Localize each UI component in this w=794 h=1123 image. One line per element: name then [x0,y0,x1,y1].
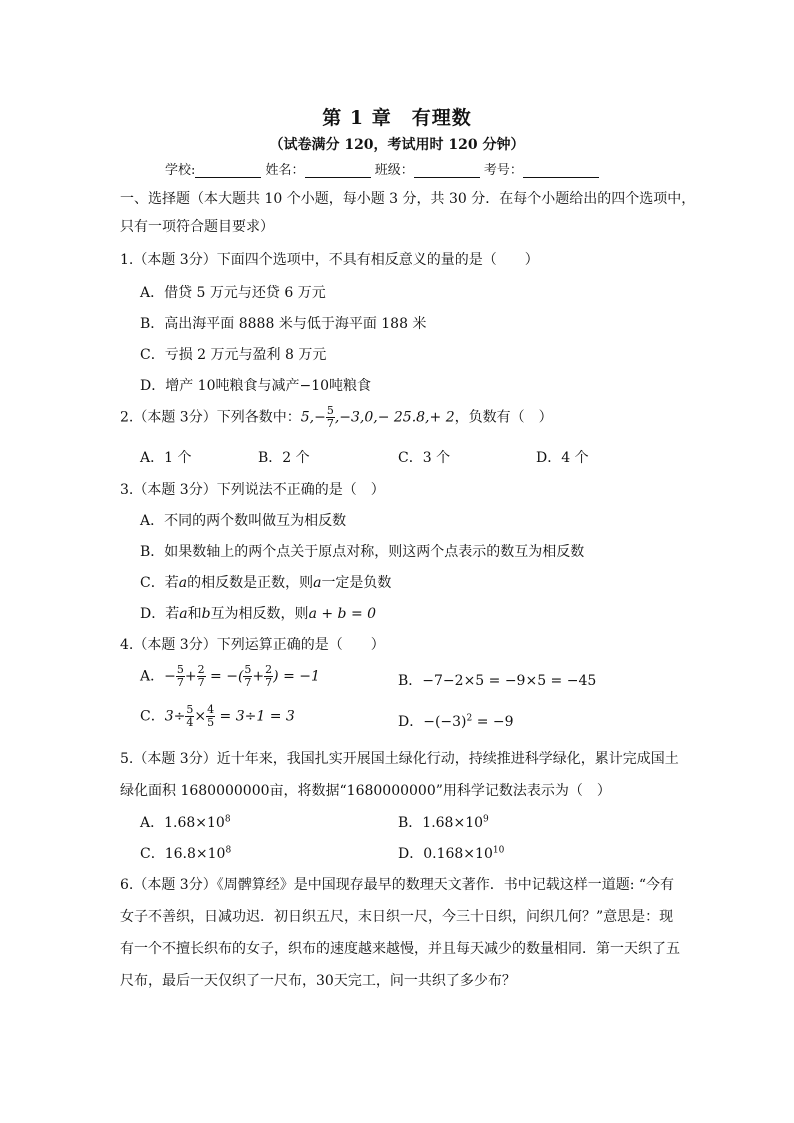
q4-c-label: C． [140,708,165,725]
q4-c-end: = 3÷1 = 3 [215,708,295,725]
q3-d-expr: a + b = 0 [308,606,377,622]
q4-c-f1d: 4 [186,716,194,729]
q2-option-c[interactable]: C．3 个 [398,450,451,466]
q4-a-eq: = −( [205,668,244,685]
q4-stem: 4.（本题 3分）下列运算正确的是（ ） [120,637,385,653]
q6-line1: 6.（本题 3分）《周髀算经》是中国现存最早的数理天文著作．书中记载这样一道题: “今有 [120,877,675,893]
q5-d-text: D．0.168×10 [398,846,493,862]
q2-frac-den: 7 [326,417,334,430]
q2-fraction [326,405,335,430]
q3-d-var: a [179,606,188,622]
q5-c-sup: 8 [225,845,232,856]
q4-a-f1n: 5 [176,663,184,676]
q2-frac-num: 5 [326,404,334,417]
q4-a-f1d: 7 [176,676,184,689]
q4-d-sup: 2 [466,713,473,724]
q2-option-d[interactable]: D．4 个 [536,450,589,466]
q4-a-plus2: + [252,668,265,685]
q5-line2: 绿化面积 1680000000亩，将数据“1680000000”用科学记数法表示为（ ） [120,783,611,799]
q5-option-c[interactable] [140,843,231,863]
q3-c-post: 一定是负数 [321,575,392,591]
q3-c-var: a [178,575,188,591]
q4-a-frac1 [176,664,185,689]
q1-option-b[interactable]: B．高出海平面 8888 米与低于海平面 188 米 [140,316,427,332]
q4-a-end: ) = −1 [273,668,320,685]
q5-option-a[interactable] [140,812,231,832]
q4-c-frac1 [185,704,194,729]
q4-option-c[interactable] [140,704,295,729]
class-blank[interactable] [414,163,480,178]
q4-a-neg: − [164,668,176,685]
q4-c-f2n: 4 [207,703,215,716]
q4-c-f1n: 5 [186,703,194,716]
q6-line4: 尺布，最后一天仅织了一尺布，30天完工，问一共织了多少布？ [120,973,516,989]
q3-c-mid: 的相反数是正数，则 [187,575,314,591]
section-heading-2: 只有一项符合题目要求） [120,219,274,235]
name-blank[interactable] [305,163,371,178]
q4-option-a[interactable] [140,664,320,689]
q5-a-text: A．1.68×10 [140,815,225,831]
q5-b-sup: 9 [483,814,489,825]
q4-option-d[interactable] [398,711,514,731]
exam-no-blank[interactable] [523,163,599,178]
student-info [165,159,599,178]
q4-a-frac4 [264,664,273,689]
q2-stem [120,405,553,430]
q1-stem: 1.（本题 3分）下面四个选项中，不具有相反意义的量的是（ ） [120,252,539,268]
q4-a-f4d: 7 [265,676,273,689]
q3-c-var2: a [313,575,322,591]
q5-c-text: C．16.8×10 [140,846,226,862]
q3-stem: 3.（本题 3分）下列说法不正确的是（ ） [120,482,385,498]
q1-option-a[interactable]: A．借贷 5 万元与还贷 6 万元 [140,285,326,301]
q3-option-c[interactable] [140,572,391,592]
school-blank[interactable] [195,163,261,178]
q1-option-d[interactable]: D．增产 10吨粮食与减产−10吨粮食 [140,378,372,394]
q4-a-f4n: 2 [265,663,273,676]
exam-no-label: 考号： [483,163,523,178]
q4-c-f2d: 5 [207,716,215,729]
q4-a-f3n: 5 [244,663,252,676]
q3-option-d[interactable] [140,603,376,623]
q3-d-mid: 和 [187,606,202,622]
q4-a-f3d: 7 [244,676,252,689]
q2-nums-b: ,−3,0,− 25.8,+ 2 [334,409,455,426]
q2-option-b[interactable]: B．2 个 [258,450,310,466]
school-label: 学校: [165,163,196,178]
section-heading-1: 一、选择题（本大题共 10 个小题，每小题 3 分，共 30 分．在每个小题给出的四个选项中， [120,191,696,207]
q3-option-a[interactable]: A．不同的两个数叫做互为相反数 [140,513,347,529]
q4-a-plus: + [184,668,197,685]
q4-option-b[interactable]: B．−7−2×5 = −9×5 = −45 [398,673,597,689]
page-subtitle: （试卷满分 120，考试用时 120 分钟） [269,137,525,153]
q2-option-a[interactable]: A．1 个 [140,450,192,466]
q3-d-mid2: 互为相反数，则 [210,606,309,622]
q5-line1: 5.（本题 3分）近十年来，我国扎实开展国土绿化行动，持续推进科学绿化，累计完成国土 [120,751,679,767]
page-title: 第 1 章 有理数 [322,107,472,129]
q4-c-x: × [194,708,207,725]
q2-stem-pre: 2.（本题 3分）下列各数中： [120,409,301,426]
q4-a-f2d: 7 [197,676,205,689]
q2-stem-post: ，负数有（ ） [454,409,553,426]
q3-d-pre: D．若 [140,606,180,622]
q4-a-frac2 [197,664,206,689]
q5-d-sup: 10 [492,845,505,856]
q1-option-c[interactable]: C．亏损 2 万元与盈利 8 万元 [140,347,327,363]
q4-d-end: = −9 [472,714,514,730]
q5-a-sup: 8 [224,814,231,825]
q3-d-var2: b [201,606,211,622]
q6-line2: 女子不善织，日减功迟．初日织五尺，末日织一尺，今三十日织，问织几何？”意思是：现 [120,909,674,925]
q4-a-label: A． [140,668,165,685]
name-label: 姓名： [265,163,305,178]
q4-c-frac2 [206,704,215,729]
class-label: 班级： [374,163,414,178]
q5-option-d[interactable] [398,843,504,863]
q5-option-b[interactable] [398,812,489,832]
q3-option-b[interactable]: B．如果数轴上的两个点关于原点对称，则这两个点表示的数互为相反数 [140,544,585,560]
q2-nums-a: 5,− [300,409,326,426]
q6-line3: 有一个不擅长织布的女子，织布的速度越来越慢，并且每天减少的数量相同．第一天织了五 [120,941,680,957]
q5-b-text: B．1.68×10 [398,815,484,831]
q4-a-f2n: 2 [197,663,205,676]
q4-c-pre: 3÷ [164,708,186,725]
q4-d-pre: D．−(−3) [398,714,467,730]
q3-c-pre: C．若 [140,575,179,591]
